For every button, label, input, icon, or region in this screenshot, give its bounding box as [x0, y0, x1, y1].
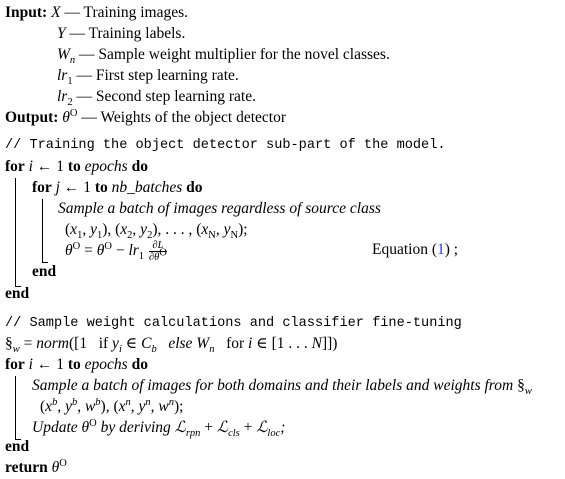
assign-arrow: ← — [36, 158, 53, 175]
input-symbol: lr — [57, 88, 68, 105]
comment-training: // Training the object detector sub-part of the model. — [5, 138, 446, 153]
gradient-fraction: $\frac{\partial L}{\partial\theta^O}$ — [148, 240, 167, 263]
input-label: Input: — [5, 4, 48, 21]
block-bar-loop3 — [15, 376, 16, 439]
input-symbol: Y — [57, 25, 66, 42]
update-equation: $\theta^O = \theta^O - lr_1$ $\frac{\partial L}{\partial\theta^O}$ — [65, 240, 167, 263]
input-desc: — First step learning rate. — [76, 67, 239, 84]
assign-arrow: ← — [63, 179, 80, 196]
input-subscript: n — [69, 55, 76, 67]
domain-tuples: ($x^b$, $y^b$, $w^b$), ($x^n$, $y^n$, $w^n$); — [40, 396, 184, 415]
equation-prefix: Equation ( — [372, 241, 437, 258]
input-line-lr2 — [57, 87, 256, 107]
input-desc: — Training images. — [64, 4, 189, 21]
loop-var: i — [28, 158, 33, 175]
output-desc: — Weights of the object detector — [81, 109, 287, 126]
loop-var: i — [28, 356, 33, 373]
input-line-lr1 — [57, 66, 239, 86]
input-desc: — Training labels. — [69, 25, 186, 42]
keyword-for: for — [5, 158, 25, 175]
keyword-do: do — [131, 356, 148, 373]
keyword-for: for — [32, 179, 52, 196]
loop-start: 1 — [56, 158, 64, 175]
end-loop1: end — [5, 285, 30, 302]
equation-reference — [372, 240, 458, 260]
input-line-y — [57, 24, 185, 44]
input-desc: — Sample weight multiplier for the novel classes. — [79, 46, 390, 63]
keyword-return: return — [5, 459, 48, 476]
loop-bound: epochs — [84, 158, 128, 175]
block-bar-loop2 — [42, 199, 43, 262]
keyword-to: to — [67, 356, 81, 373]
block-bar-loop1 — [15, 178, 16, 286]
end-loop3: end — [5, 438, 30, 455]
return-line: return $\theta^O$ — [5, 457, 67, 476]
loop-var: j — [55, 179, 60, 196]
keyword-if: if — [98, 335, 109, 352]
sample-domains-step: Sample a batch of images for both domains and their labels and weights from $\S_w$ — [32, 377, 532, 398]
assign-arrow: ← — [36, 356, 53, 373]
input-symbol: lr — [57, 67, 68, 84]
input-subscript: 1 — [67, 76, 73, 88]
input-line-x — [5, 3, 188, 23]
keyword-to: to — [67, 158, 81, 175]
loop-bound: nb_batches — [111, 179, 183, 196]
update-step: Update $\theta^O$ by deriving ℒ$_{rpn}$ + ℒ$_{cls}$ + ℒ$_{loc}$; — [32, 417, 286, 440]
end-loop2: end — [32, 263, 57, 280]
keyword-to: to — [94, 179, 108, 196]
loop-start: 1 — [56, 356, 64, 373]
equation-link[interactable]: 1 — [437, 241, 445, 258]
keyword-for: for — [5, 356, 25, 373]
output-superscript: O — [69, 107, 78, 119]
keyword-do: do — [186, 179, 203, 196]
loop-bound: epochs — [84, 356, 128, 373]
output-symbol: θ — [62, 109, 70, 126]
keyword-do: do — [131, 158, 148, 175]
keyword-else: else — [168, 335, 193, 352]
output-label: Output: — [5, 109, 59, 126]
for-epochs-line — [5, 157, 148, 177]
output-line — [5, 108, 286, 128]
input-symbol: X — [51, 4, 61, 21]
sample-batch-step: Sample a batch of images regardless of source class — [58, 200, 381, 217]
tuple-list: ($x_1$, $y_1$), ($x_2$, $y_2$), . . . , ($x_N$, $y_N$); — [65, 221, 248, 242]
input-desc: — Second step learning rate. — [76, 88, 256, 105]
for-batches-line — [32, 178, 203, 198]
loop-start: 1 — [83, 179, 91, 196]
weights-line: $\S_w$ = norm([1 if $y_i$ ∈ $C_b$ else $W_n$ for i ∈ [1 . . . N]]) — [5, 335, 338, 356]
input-symbol: W — [57, 46, 70, 63]
input-subscript: 2 — [67, 97, 73, 109]
input-line-wn — [57, 45, 390, 65]
for-epochs-line-2 — [5, 355, 148, 375]
comment-weights: // Sample weight calculations and classifier fine-tuning — [5, 316, 462, 331]
equation-suffix: ) ; — [444, 241, 459, 258]
